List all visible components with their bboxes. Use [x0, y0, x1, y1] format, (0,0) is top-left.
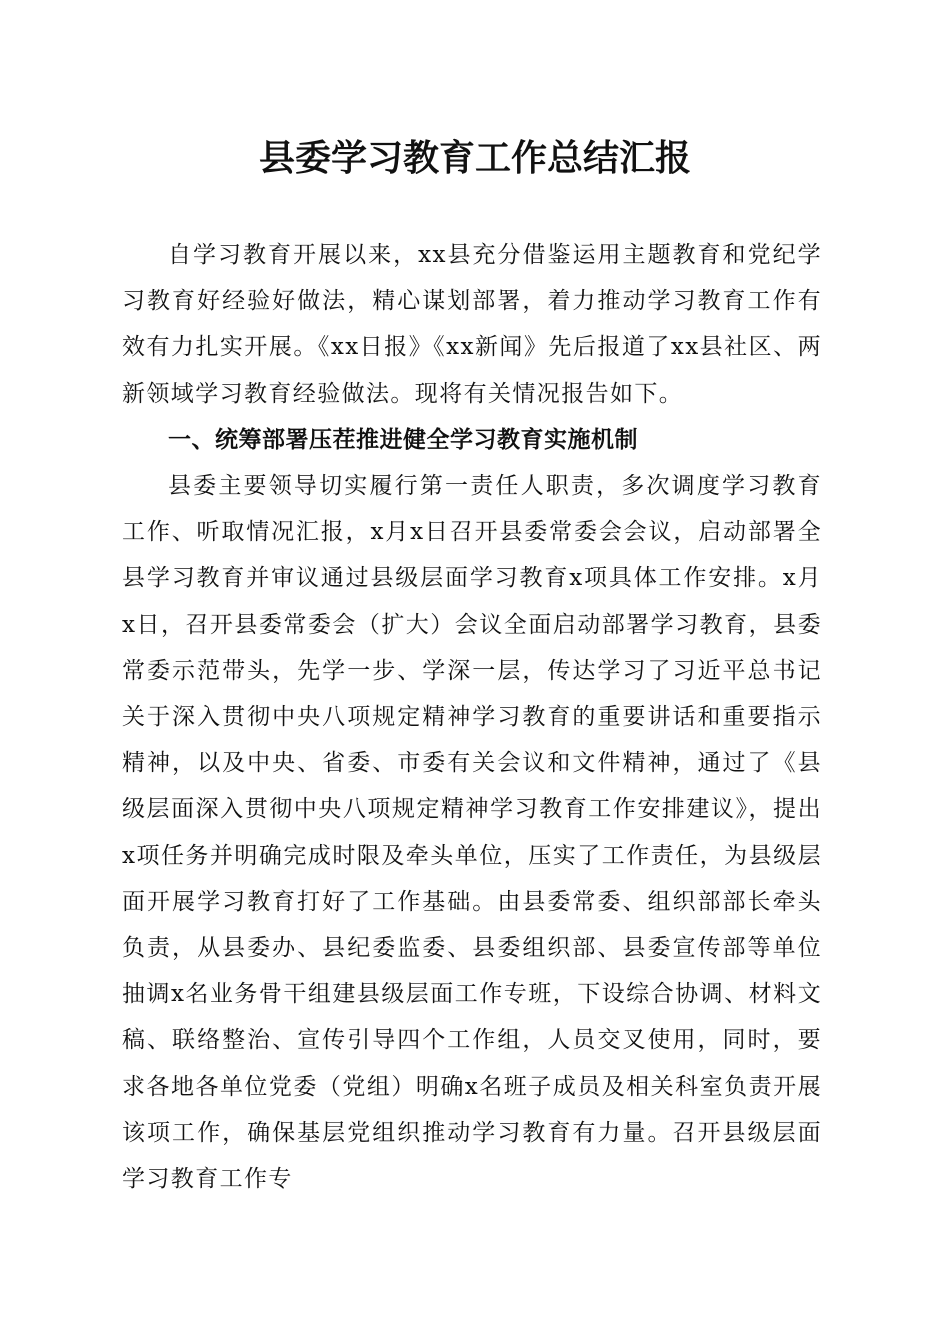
- document-title: 县委学习教育工作总结汇报: [258, 138, 691, 179]
- document-body: [122, 232, 822, 1202]
- section-1-paragraph: 县委主要领导切实履行第一责任人职责，多次调度学习教育工作、听取情况汇报，x月x日召开县委常委会会议，启动部署全县学习教育并审议通过县级层面学习教育x项具体工作安排。x月x日，召开县委常委会（扩大）会议全面启动部署学习教育，县委常委示范带头，先学一步、学深一层，传达学习了习近平总书记关于深入贯彻中央八项规定精神学习教育的重要讲话和重要指示精神，以及中央、省委、市委有关会议和文件精神，通过了《县级层面深入贯彻中央八项规定精神学习教育工作安排建议》，提出x项任务并明确完成时限及牵头单位，压实了工作责任，为县级层面开展学习教育打好了工作基础。由县委常委、组织部部长牵头负责，从县委办、县纪委监委、县委组织部、县委宣传部等单位抽调x名业务骨干组建县级层面工作专班，下设综合协调、材料文稿、联络整治、宣传引导四个工作组，人员交叉使用，同时，要求各地各单位党委（党组）明确x名班子成员及相关科室负责开展该项工作，确保基层党组织推动学习教育有力量。召开县级层面学习教育工作专: [122, 473, 822, 1193]
- section-heading-1: 一、统筹部署压茬推进健全学习教育实施机制: [168, 426, 638, 453]
- intro-paragraph: 自学习教育开展以来，xx县充分借鉴运用主题教育和党纪学习教育好经验好做法，精心谋划部署，着力推动学习教育工作有效有力扎实开展。《xx日报》《xx新闻》先后报道了xx县社区、两新领域学习教育经验做法。现将有关情况报告如下。: [122, 242, 822, 407]
